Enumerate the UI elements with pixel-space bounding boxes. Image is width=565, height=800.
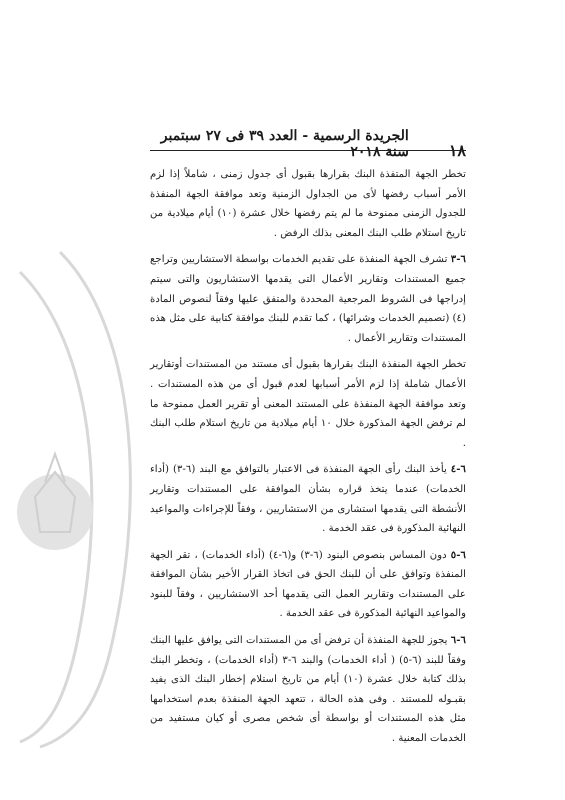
document-body bbox=[150, 165, 466, 756]
page-number: ١٨ bbox=[448, 141, 466, 160]
paragraph: تخطر الجهة المتفذة البنك بقرارها بقبول أى جدول زمنى ، شاملاً إذا لزم الأمر أسباب رفضها لأى من الجداول الزمنية وتعد موافقة الجهة المنفذة للجدول الزمنى ممنوحة ما لم يتم رفضها خلال عشرة (١٠) أيام ميلادية من تاريخ استلام طلب البنك المعنى بذلك الرفض . bbox=[150, 169, 466, 239]
paragraph: ٦-٥ دون المساس بنصوص البنود (٦-٣) و(٦-٤) (أداء الخدمات) ، تقر الجهة المنفذة وتوافق على أن للبنك الحق فى اتخاذ القرار الأخير بشأن الموافقة على المستندات وتقارير العمل التى يقدمها أحد الاستشاريين ، وفقاً للبنود والمواعيد النهائية المذكورة فى عقد الخدمة . bbox=[150, 548, 466, 620]
paragraph: تخطر الجهة المنفذة البنك بقرارها بقبول أى مستند من المستندات أوتقارير الأعمال شاملة إذا لزم الأمر أسبابها لعدم قبول أى من هذه المستندات . وتعد موافقة الجهة المنفذة على المستند المعنى أو تقرير العمل ممنوحة ما لم ترفض الجهة المذكورة خلال ١٠ أيام ميلادية من تاريخ استلام طلب البنك . bbox=[150, 359, 466, 449]
header-rule bbox=[150, 150, 466, 151]
gazette-title: الجريدة الرسمية - العدد ٣٩ فى ٢٧ سبتمبر سنة ٢٠١٨ bbox=[160, 128, 409, 160]
page-header bbox=[150, 128, 466, 160]
paragraph: ٦-٤ يأخذ البنك رأى الجهة المنفذة فى الاعتبار بالتوافق مع البند (٦-٣) (أداء الخدمات) عندما يتخذ قراره بشأن الموافقة على المستندات وتقارير الأنشطة التى يقدمها استشارى من الاستشاريين ، وفقاً للإجراءات والمواعيد النهائية المذكورة فى عقد الخدمة . bbox=[150, 463, 466, 535]
official-watermark-seal bbox=[0, 232, 160, 752]
paragraph: ٦-٣ تشرف الجهة المنفذة على تقديم الخدمات بواسطة الاستشاريين وتراجع جميع المستندات وتقارير الأعمال التى يقدمها الاستشاريون والتى سيتم إدراجها فى الشروط المرجعية المحددة والمتفق عليها وفقاً لنصوص المادة (٤) (تصميم الخدمات وشرائها) ، كما تقدم للبنك موافقة كتابية على مثل هذه المستندات وتقارير الأعمال . bbox=[150, 253, 466, 344]
paragraph: ٦-٦ يجوز للجهة المنفذة أن ترفض أى من المستندات التى يوافق عليها البنك وفقاً للبند (٦-٥) ( أداء الخدمات) والبند ٦-٣ (أداء الخدمات) ، وتخطر البنك بذلك كتابة خلال عشرة (١٠) أيام من تاريخ استلام إخطار البنك الذى يفيد بقبـوله للمستند . وفى هذه الحالة ، تتعهد الجهة المنفذة بعدم استخدامها مثل هذه المستندات أو بواسطة أى شخص مصرى أو كيان مستفيد من الخدمات المعنية . bbox=[150, 634, 466, 745]
